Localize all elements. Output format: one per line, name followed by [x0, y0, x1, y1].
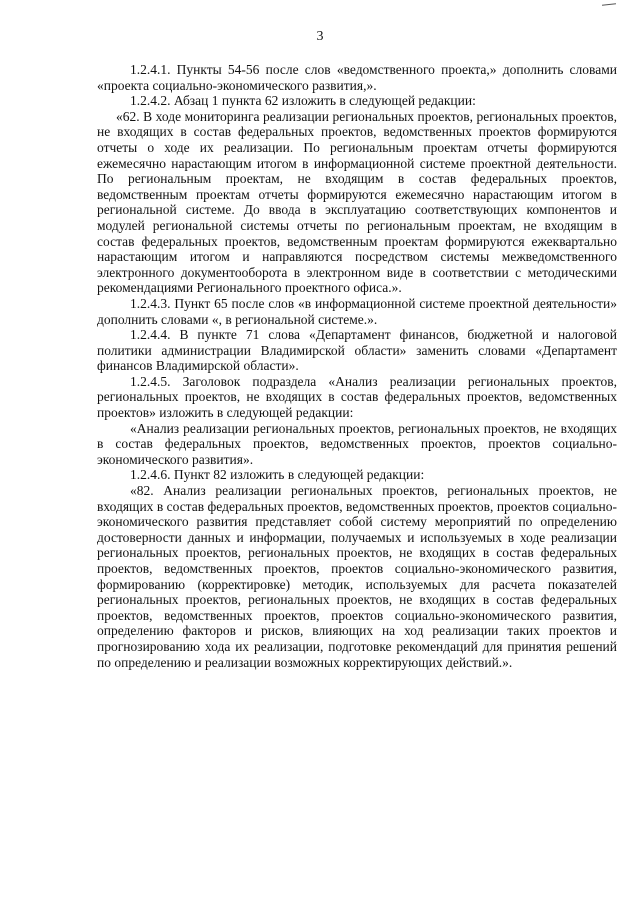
paragraph-1-2-4-6: 1.2.4.6. Пункт 82 изложить в следующей редакции:	[130, 467, 425, 483]
document-body	[97, 62, 617, 670]
paragraph-1-2-4-3: 1.2.4.3. Пункт 65 после слов «в информационной системе проектной деятельности» дополнить словами «, в региональной системе.».	[97, 295, 617, 327]
quoted-paragraph-82: «82. Анализ реализации региональных проектов, региональных проектов, не входящих в состав федеральных проектов, ведомственных проектов, проектов социально-экономического развития представляет собой систему мероприятий по определению достоверности данных и информации, получаемых и используемых в ходе реализации региональных проектов, региональных проектов, не входящих в состав федеральных проектов, ведомственных проектов, проектов социально-экономического развития, формированию (корректировке) методик, используемых для расчета показателей региональных проектов, региональных проектов, не входящих в состав федеральных проектов, ведомственных проектов, проектов социально-экономического развития, определению факторов и рисков, влияющих на ход реализации таких проектов и прогнозированию хода их реализации, подготовке рекомендаций для принятия решений по определению и реализации возможных корректирующих действий.».	[97, 483, 617, 670]
quoted-paragraph-62: «62. В ходе мониторинга реализации региональных проектов, региональных проектов, не входящих в состав федеральных проектов, ведомственных проектов формируются отчеты о ходе их реализации. По региональным проектам отчеты формируются ежемесячно нарастающим итогом в информационной системе проектной деятельности. По региональным проектам, не входящим в состав федеральных проектов, ведомственным проектам отчеты формируются ежемесячно нарастающим итогом в региональной системе. До ввода в эксплуатацию соответствующих компонентов и модулей региональной системы отчеты по региональным проектам, не входящим в состав федеральных проектов, ведомственным проектам формируются ежеквартально нарастающим итогом и направляются посредством системы межведомственного электронного документооборота в электронном виде в соответствии с методическими рекомендациями Регионального проектного офиса.».	[97, 108, 617, 296]
paragraph-1-2-4-2: 1.2.4.2. Абзац 1 пункта 62 изложить в следующей редакции:	[130, 93, 476, 109]
paragraph-1-2-4-1: 1.2.4.1. Пункты 54-56 после слов «ведомственного проекта,» дополнить словами «проекта социально-экономического развития,».	[97, 62, 617, 93]
paragraph-1-2-4-5: 1.2.4.5. Заголовок подраздела «Анализ реализации региональных проектов, региональных проектов, не входящих в состав федеральных проектов, ведомственных проектов» изложить в следующей редакции:	[97, 373, 617, 421]
quoted-subsection-title: «Анализ реализации региональных проектов, региональных проектов, не входящих в состав федеральных проектов, ведомственных проектов, проектов социально-экономического развития».	[97, 420, 617, 467]
scan-mark	[602, 3, 616, 5]
paragraph-1-2-4-4: 1.2.4.4. В пункте 71 слова «Департамент финансов, бюджетной и налоговой политики администрации Владимирской области» заменить словами «Департамент финансов Владимирской области».	[97, 327, 617, 374]
page-number: 3	[316, 29, 324, 44]
